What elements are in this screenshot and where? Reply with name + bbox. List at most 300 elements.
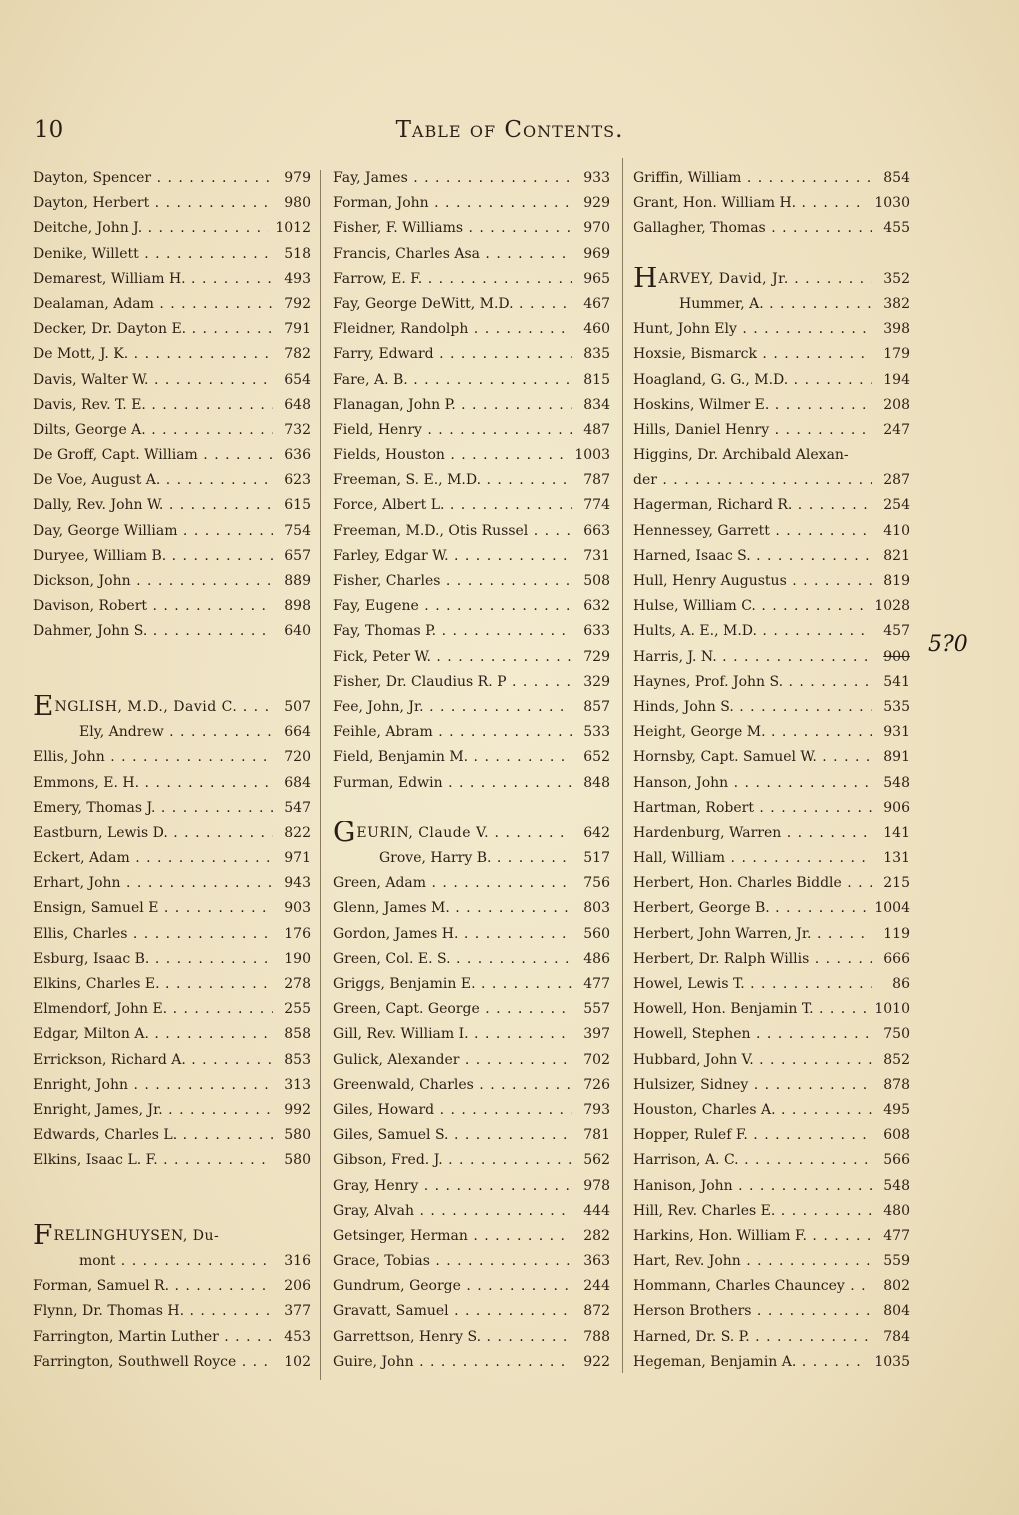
entry-name: Greenwald, Charles . . . bbox=[333, 1073, 572, 1098]
entry-page-number: 560 bbox=[583, 925, 610, 942]
index-entry bbox=[33, 1123, 311, 1148]
entry-name: Height, George M. . . . bbox=[633, 720, 872, 745]
entry-name: Farrington, Southwell Royce . . . bbox=[33, 1350, 273, 1375]
entry-name: Enright, James, Jr. . . . bbox=[33, 1098, 273, 1123]
entry-page-number: 857 bbox=[583, 698, 610, 715]
entry-name: Hornsby, Capt. Samuel W. . . . bbox=[633, 745, 872, 770]
index-entry bbox=[633, 317, 910, 342]
entry-name: Freeman, M.D., Otis Russel . . . bbox=[333, 519, 572, 544]
index-entry bbox=[333, 1123, 610, 1148]
entry-name: Herbert, Hon. Charles Biddle . . . bbox=[633, 871, 872, 896]
index-entry bbox=[633, 695, 910, 720]
entry-page-number: 282 bbox=[583, 1227, 610, 1244]
entry-name: Gordon, James H. . . . bbox=[333, 922, 572, 947]
entry-page-number: 898 bbox=[284, 598, 311, 615]
entry-name: Flynn, Dr. Thomas H. . . . bbox=[33, 1299, 273, 1324]
index-entry bbox=[333, 695, 610, 720]
entry-page-number: 508 bbox=[583, 573, 610, 589]
entry-page-number: 726 bbox=[583, 1076, 610, 1093]
entry-name: Edgar, Milton A. . . . bbox=[33, 1022, 273, 1047]
entry-page-number: 965 bbox=[583, 270, 610, 287]
entry-page-number: 477 bbox=[583, 976, 610, 992]
entry-name: Gallagher, Thomas . . . bbox=[633, 216, 872, 241]
entry-page-number: 194 bbox=[883, 371, 910, 388]
entry-page-number: 854 bbox=[883, 170, 910, 186]
entry-name: Herbert, Dr. Ralph Willis . . . bbox=[633, 947, 872, 972]
entry-name: Gulick, Alexander . . . bbox=[333, 1048, 572, 1073]
entry-name: Farley, Edgar W. . . . bbox=[333, 544, 572, 569]
entry-name: Green, Col. E. S. . . . bbox=[333, 947, 572, 972]
entry-page-number: 978 bbox=[583, 1177, 610, 1194]
entry-name: Hoxsie, Bismarck . . . bbox=[633, 342, 872, 367]
handwritten-annotation: 5?0 bbox=[928, 632, 968, 657]
entry-name: Dally, Rev. John W. . . . bbox=[33, 493, 273, 518]
index-entry bbox=[633, 342, 910, 367]
entry-name: Eckert, Adam . . . bbox=[33, 846, 273, 871]
entry-page-number: 1004 bbox=[874, 900, 910, 917]
index-entry bbox=[33, 922, 311, 947]
entry-name: Freeman, S. E., M.D. . . . bbox=[333, 468, 572, 493]
entry-page-number: 787 bbox=[583, 472, 610, 489]
entry-name: Ensign, Samuel E . . . bbox=[33, 896, 273, 921]
index-column-3 bbox=[633, 166, 910, 1375]
index-entry bbox=[633, 1249, 910, 1274]
entry-name: Fleidner, Randolph . . . bbox=[333, 317, 572, 342]
index-entry bbox=[633, 191, 910, 216]
index-entry bbox=[33, 771, 311, 796]
entry-page-number: 900 bbox=[883, 648, 910, 665]
entry-name: Harned, Dr. S. P. . . . bbox=[633, 1325, 872, 1350]
index-entry bbox=[333, 645, 610, 670]
entry-name: Griffin, William . . . bbox=[633, 166, 872, 191]
index-entry bbox=[33, 1048, 311, 1073]
entry-name: Hartman, Robert . . . bbox=[633, 796, 872, 821]
entry-name: mont . . . bbox=[33, 1249, 273, 1274]
entry-name: Dealaman, Adam . . . bbox=[33, 292, 273, 317]
entry-page-number: 1003 bbox=[574, 447, 610, 464]
entry-name: Glenn, James M. . . . bbox=[333, 896, 572, 921]
index-entry bbox=[333, 1098, 610, 1123]
entry-page-number: 822 bbox=[284, 824, 311, 841]
entry-page-number: 495 bbox=[883, 1101, 910, 1118]
entry-page-number: 788 bbox=[583, 1328, 610, 1345]
entry-page-number: 906 bbox=[883, 799, 910, 816]
index-entry bbox=[33, 368, 311, 393]
entry-page-number: 756 bbox=[583, 875, 610, 892]
entry-name: Forman, Samuel R. . . . bbox=[33, 1274, 273, 1299]
entry-page-number: 382 bbox=[883, 295, 910, 312]
index-entry bbox=[633, 292, 910, 317]
entry-page-number: 615 bbox=[284, 497, 311, 514]
entry-page-number: 486 bbox=[583, 950, 610, 967]
entry-name: Higgins, Dr. Archibald Alexan- bbox=[633, 447, 849, 464]
entry-page-number: 547 bbox=[284, 799, 311, 816]
index-entry bbox=[633, 771, 910, 796]
entry-name: Denike, Willett . . . bbox=[33, 242, 273, 267]
entry-name: Farrington, Martin Luther . . . bbox=[33, 1325, 273, 1350]
index-entry bbox=[33, 166, 311, 191]
entry-name: Fay, George DeWitt, M.D. . . . bbox=[333, 292, 572, 317]
entry-name: Ellis, John . . . bbox=[33, 745, 273, 770]
entry-name: Grace, Tobias . . . bbox=[333, 1249, 572, 1274]
entry-page-number: 903 bbox=[284, 900, 311, 917]
index-entry bbox=[33, 947, 311, 972]
index-entry bbox=[33, 292, 311, 317]
entry-page-number: 176 bbox=[284, 925, 311, 942]
entry-name: Fare, A. B. . . . bbox=[333, 368, 572, 393]
index-entry bbox=[333, 519, 610, 544]
entry-page-number: 804 bbox=[883, 1303, 910, 1320]
entry-name: Hunt, John Ely . . . bbox=[633, 317, 872, 342]
entry-name: Hull, Henry Augustus . . . bbox=[633, 569, 872, 594]
entry-page-number: 541 bbox=[883, 673, 910, 690]
entry-page-number: 247 bbox=[883, 421, 910, 438]
index-entry bbox=[333, 1199, 610, 1224]
entry-name: Davison, Robert . . . bbox=[33, 594, 273, 619]
entry-page-number: 652 bbox=[583, 749, 610, 766]
entry-name: Giles, Samuel S. . . . bbox=[333, 1123, 572, 1148]
entry-page-number: 352 bbox=[883, 270, 910, 287]
index-entry bbox=[33, 1148, 311, 1173]
column-divider bbox=[622, 158, 623, 1373]
entry-name: Fay, James . . . bbox=[333, 166, 572, 191]
index-entry bbox=[633, 1325, 910, 1350]
index-entry bbox=[333, 544, 610, 569]
entry-name: Gibson, Fred. J. . . . bbox=[333, 1148, 572, 1173]
index-entry bbox=[333, 1274, 610, 1299]
entry-page-number: 287 bbox=[883, 472, 910, 489]
index-entry bbox=[333, 191, 610, 216]
entry-name: Hagerman, Richard R. . . . bbox=[633, 493, 872, 518]
index-entry bbox=[633, 519, 910, 544]
index-entry bbox=[333, 368, 610, 393]
index-entry bbox=[33, 519, 311, 544]
entry-name: Hall, William . . . bbox=[633, 846, 872, 871]
index-entry bbox=[633, 418, 910, 443]
entry-page-number: 255 bbox=[284, 1001, 311, 1018]
entry-page-number: 640 bbox=[284, 623, 311, 640]
index-entry bbox=[333, 771, 610, 796]
entry-page-number: 206 bbox=[284, 1278, 311, 1295]
entry-name: Hummer, A. . . . bbox=[633, 292, 872, 317]
entry-page-number: 633 bbox=[583, 623, 610, 640]
entry-name: Demarest, William H. . . . bbox=[33, 267, 273, 292]
entry-name: Houston, Charles A. . . . bbox=[633, 1098, 872, 1123]
index-entry bbox=[33, 191, 311, 216]
index-entry bbox=[333, 1325, 610, 1350]
entry-page-number: 821 bbox=[883, 547, 910, 564]
entry-name: Hennessey, Garrett . . . bbox=[633, 519, 872, 544]
index-entry bbox=[33, 216, 311, 241]
entry-page-number: 460 bbox=[583, 321, 610, 338]
index-entry bbox=[33, 695, 311, 720]
index-entry bbox=[633, 1148, 910, 1173]
index-entry bbox=[33, 544, 311, 569]
entry-name: Dickson, John . . . bbox=[33, 569, 273, 594]
entry-page-number: 208 bbox=[883, 396, 910, 413]
entry-page-number: 819 bbox=[883, 573, 910, 589]
index-entry bbox=[633, 1098, 910, 1123]
index-entry bbox=[33, 569, 311, 594]
entry-name: Harned, Isaac S. . . . bbox=[633, 544, 872, 569]
entry-page-number: 933 bbox=[583, 170, 610, 186]
entry-page-number: 517 bbox=[583, 850, 610, 867]
index-entry bbox=[333, 393, 610, 418]
entry-page-number: 444 bbox=[583, 1202, 610, 1219]
index-entry bbox=[633, 796, 910, 821]
entry-name: Feihle, Abram . . . bbox=[333, 720, 572, 745]
entry-page-number bbox=[273, 1224, 311, 1249]
index-entry bbox=[33, 493, 311, 518]
page-title: Table of Contents. bbox=[395, 117, 624, 143]
index-entry bbox=[33, 846, 311, 871]
entry-name: Elkins, Isaac L. F. . . . bbox=[33, 1148, 273, 1173]
index-entry bbox=[33, 896, 311, 921]
index-entry bbox=[33, 796, 311, 821]
entry-page-number: 815 bbox=[583, 371, 610, 388]
entry-page-number: 316 bbox=[284, 1253, 311, 1270]
entry-page-number: 141 bbox=[883, 824, 910, 841]
entry-page-number: 507 bbox=[284, 698, 311, 715]
index-column-1 bbox=[33, 166, 311, 1375]
index-column-2 bbox=[333, 166, 610, 1375]
index-entry bbox=[333, 1249, 610, 1274]
entry-name: Emery, Thomas J. . . . bbox=[33, 796, 273, 821]
entry-page-number: 580 bbox=[284, 1152, 311, 1169]
entry-page-number: 969 bbox=[583, 245, 610, 262]
index-entry bbox=[33, 1224, 311, 1249]
entry-name: Edwards, Charles L. . . . bbox=[33, 1123, 273, 1148]
index-entry bbox=[633, 745, 910, 770]
index-entry bbox=[333, 1174, 610, 1199]
entry-page-number: 493 bbox=[284, 270, 311, 287]
entry-page-number: 774 bbox=[583, 497, 610, 514]
index-entry bbox=[633, 922, 910, 947]
entry-page-number: 533 bbox=[583, 724, 610, 741]
entry-name: De Groff, Capt. William . . . bbox=[33, 443, 273, 468]
entry-name: Hanison, John . . . bbox=[633, 1174, 872, 1199]
entry-name: Herbert, George B. . . . bbox=[633, 896, 868, 921]
entry-page-number: 190 bbox=[284, 950, 311, 967]
entry-name-rest: EURIN, Claude V. bbox=[356, 824, 490, 841]
page-number: 10 bbox=[34, 117, 64, 143]
index-entry bbox=[333, 342, 610, 367]
entry-name: Esburg, Isaac B. . . . bbox=[33, 947, 273, 972]
index-entry bbox=[633, 1350, 910, 1375]
index-spacer bbox=[633, 242, 910, 267]
index-entry bbox=[333, 947, 610, 972]
entry-name: Eastburn, Lewis D. . . . bbox=[33, 821, 273, 846]
entry-page-number: 119 bbox=[883, 925, 910, 942]
entry-page-number: 548 bbox=[883, 1177, 910, 1194]
index-entry bbox=[633, 1224, 910, 1249]
index-entry bbox=[633, 368, 910, 393]
entry-page-number: 397 bbox=[583, 1026, 610, 1043]
entry-page-number: 970 bbox=[583, 220, 610, 237]
index-entry bbox=[333, 922, 610, 947]
entry-name: der . . . bbox=[633, 468, 872, 493]
entry-page-number: 781 bbox=[583, 1127, 610, 1144]
index-entry bbox=[633, 569, 910, 594]
index-entry bbox=[33, 443, 311, 468]
entry-page-number: 891 bbox=[883, 749, 910, 766]
index-entry bbox=[333, 745, 610, 770]
entry-page-number: 179 bbox=[883, 346, 910, 363]
entry-name: Hoskins, Wilmer E. . . . bbox=[633, 393, 872, 418]
entry-name: Duryee, William B. . . . bbox=[33, 544, 273, 569]
entry-page-number: 848 bbox=[583, 774, 610, 791]
entry-page-number: 278 bbox=[284, 976, 311, 992]
entry-name-rest: ARVEY, David, Jr. bbox=[658, 270, 789, 287]
entry-name: Dilts, George A. . . . bbox=[33, 418, 273, 443]
entry-page-number: 729 bbox=[583, 648, 610, 665]
entry-name: Harris, J. N. . . . bbox=[633, 645, 872, 670]
index-entry bbox=[633, 443, 910, 468]
entry-page-number: 642 bbox=[583, 824, 610, 841]
entry-name: Elmendorf, John E. . . . bbox=[33, 997, 273, 1022]
entry-name: Howell, Hon. Benjamin T. . . . bbox=[633, 997, 868, 1022]
entry-page-number: 457 bbox=[883, 623, 910, 640]
index-entry bbox=[633, 947, 910, 972]
entry-page-number: 992 bbox=[284, 1101, 311, 1118]
index-entry bbox=[33, 1299, 311, 1324]
entry-name: Elkins, Charles E. . . . bbox=[33, 972, 273, 997]
entry-name: Errickson, Richard A. . . . bbox=[33, 1048, 273, 1073]
entry-name: Forman, John . . . bbox=[333, 191, 572, 216]
index-entry bbox=[633, 1123, 910, 1148]
entry-page-number: 1010 bbox=[874, 1001, 910, 1018]
index-entry bbox=[33, 871, 311, 896]
index-entry bbox=[33, 972, 311, 997]
index-entry bbox=[333, 468, 610, 493]
index-entry bbox=[333, 317, 610, 342]
entry-page-number: 215 bbox=[883, 875, 910, 892]
entry-name: Force, Albert L. . . . bbox=[333, 493, 572, 518]
entry-name: Dayton, Spencer . . . bbox=[33, 166, 273, 191]
entry-name: Garrettson, Henry S. . . . bbox=[333, 1325, 572, 1350]
entry-name: Hubbard, John V. . . . bbox=[633, 1048, 872, 1073]
entry-page-number: 377 bbox=[284, 1303, 311, 1320]
entry-name: Ely, Andrew . . . bbox=[33, 720, 273, 745]
index-entry bbox=[633, 468, 910, 493]
index-entry bbox=[333, 267, 610, 292]
entry-page-number: 943 bbox=[284, 875, 311, 892]
drop-cap-letter: H bbox=[633, 266, 658, 292]
entry-page-number: 971 bbox=[284, 850, 311, 867]
entry-page-number: 632 bbox=[583, 598, 610, 615]
index-entry bbox=[33, 1274, 311, 1299]
entry-page-number: 803 bbox=[583, 900, 610, 917]
entry-page-number: 1012 bbox=[275, 220, 311, 237]
index-spacer bbox=[33, 670, 311, 695]
index-entry bbox=[633, 1073, 910, 1098]
index-entry bbox=[633, 821, 910, 846]
index-entry bbox=[333, 166, 610, 191]
entry-name: Day, George William . . . bbox=[33, 519, 273, 544]
index-entry bbox=[333, 972, 610, 997]
index-entry bbox=[633, 166, 910, 191]
index-entry bbox=[33, 745, 311, 770]
index-entry bbox=[633, 997, 910, 1022]
index-entry bbox=[633, 594, 910, 619]
entry-page-number: 754 bbox=[284, 522, 311, 539]
entry-name bbox=[33, 695, 273, 720]
entry-page-number: 557 bbox=[583, 1001, 610, 1018]
entry-name: Green, Adam . . . bbox=[333, 871, 572, 896]
index-entry bbox=[633, 1048, 910, 1073]
entry-page-number: 254 bbox=[883, 497, 910, 514]
entry-page-number: 548 bbox=[883, 774, 910, 791]
entry-page-number: 487 bbox=[583, 421, 610, 438]
entry-name: Hulsizer, Sidney . . . bbox=[633, 1073, 872, 1098]
index-entry bbox=[333, 292, 610, 317]
entry-name: Grove, Harry B. . . . bbox=[333, 846, 572, 871]
index-entry bbox=[633, 1174, 910, 1199]
entry-page-number: 455 bbox=[883, 220, 910, 237]
index-entry bbox=[633, 846, 910, 871]
index-entry bbox=[333, 1022, 610, 1047]
index-entry bbox=[33, 619, 311, 644]
index-entry bbox=[333, 1224, 610, 1249]
entry-page-number: 720 bbox=[284, 749, 311, 766]
entry-name: De Voe, August A. . . . bbox=[33, 468, 273, 493]
entry-name: Farry, Edward . . . bbox=[333, 342, 572, 367]
entry-page-number: 1030 bbox=[874, 195, 910, 212]
entry-page-number: 750 bbox=[883, 1026, 910, 1043]
entry-name: Haynes, Prof. John S. . . . bbox=[633, 670, 872, 695]
entry-name bbox=[333, 821, 572, 846]
entry-page-number: 566 bbox=[883, 1152, 910, 1169]
index-entry bbox=[633, 670, 910, 695]
column-divider bbox=[320, 170, 321, 1380]
index-entry bbox=[333, 594, 610, 619]
index-entry bbox=[633, 1199, 910, 1224]
index-spacer bbox=[33, 1199, 311, 1224]
index-entry bbox=[33, 242, 311, 267]
entry-page-number: 657 bbox=[284, 547, 311, 564]
entry-name: Francis, Charles Asa . . . bbox=[333, 242, 572, 267]
entry-page-number: 623 bbox=[284, 472, 311, 489]
index-entry bbox=[33, 720, 311, 745]
entry-name: Hopper, Rulef F. . . . bbox=[633, 1123, 872, 1148]
index-entry bbox=[633, 720, 910, 745]
entry-page-number: 654 bbox=[284, 371, 311, 388]
drop-cap-letter: F bbox=[33, 1223, 53, 1250]
entry-page-number: 313 bbox=[284, 1076, 311, 1093]
drop-cap-letter: E bbox=[33, 694, 54, 721]
index-entry bbox=[333, 720, 610, 745]
index-entry bbox=[633, 1022, 910, 1047]
entry-page-number: 477 bbox=[883, 1227, 910, 1244]
entry-page-number: 398 bbox=[883, 321, 910, 338]
entry-name: Howel, Lewis T. . . . bbox=[633, 972, 872, 997]
entry-page-number: 518 bbox=[284, 245, 311, 262]
entry-page-number: 244 bbox=[583, 1278, 610, 1295]
entry-name: Fisher, Dr. Claudius R. P . . . bbox=[333, 670, 572, 695]
entry-name: Fee, John, Jr. . . . bbox=[333, 695, 572, 720]
entry-name: Deitche, John J. . . . bbox=[33, 216, 269, 241]
index-entry bbox=[633, 544, 910, 569]
entry-name: Fay, Thomas P. . . . bbox=[333, 619, 572, 644]
entry-name: Furman, Edwin . . . bbox=[333, 771, 572, 796]
entry-name: Herson Brothers . . . bbox=[633, 1299, 872, 1324]
entry-name: Fields, Houston . . . bbox=[333, 443, 568, 468]
entry-name: Gundrum, George . . . bbox=[333, 1274, 572, 1299]
entry-page-number: 853 bbox=[284, 1051, 311, 1068]
entry-name: Dahmer, John S. . . . bbox=[33, 619, 273, 644]
index-entry bbox=[633, 1274, 910, 1299]
index-entry bbox=[633, 267, 910, 292]
